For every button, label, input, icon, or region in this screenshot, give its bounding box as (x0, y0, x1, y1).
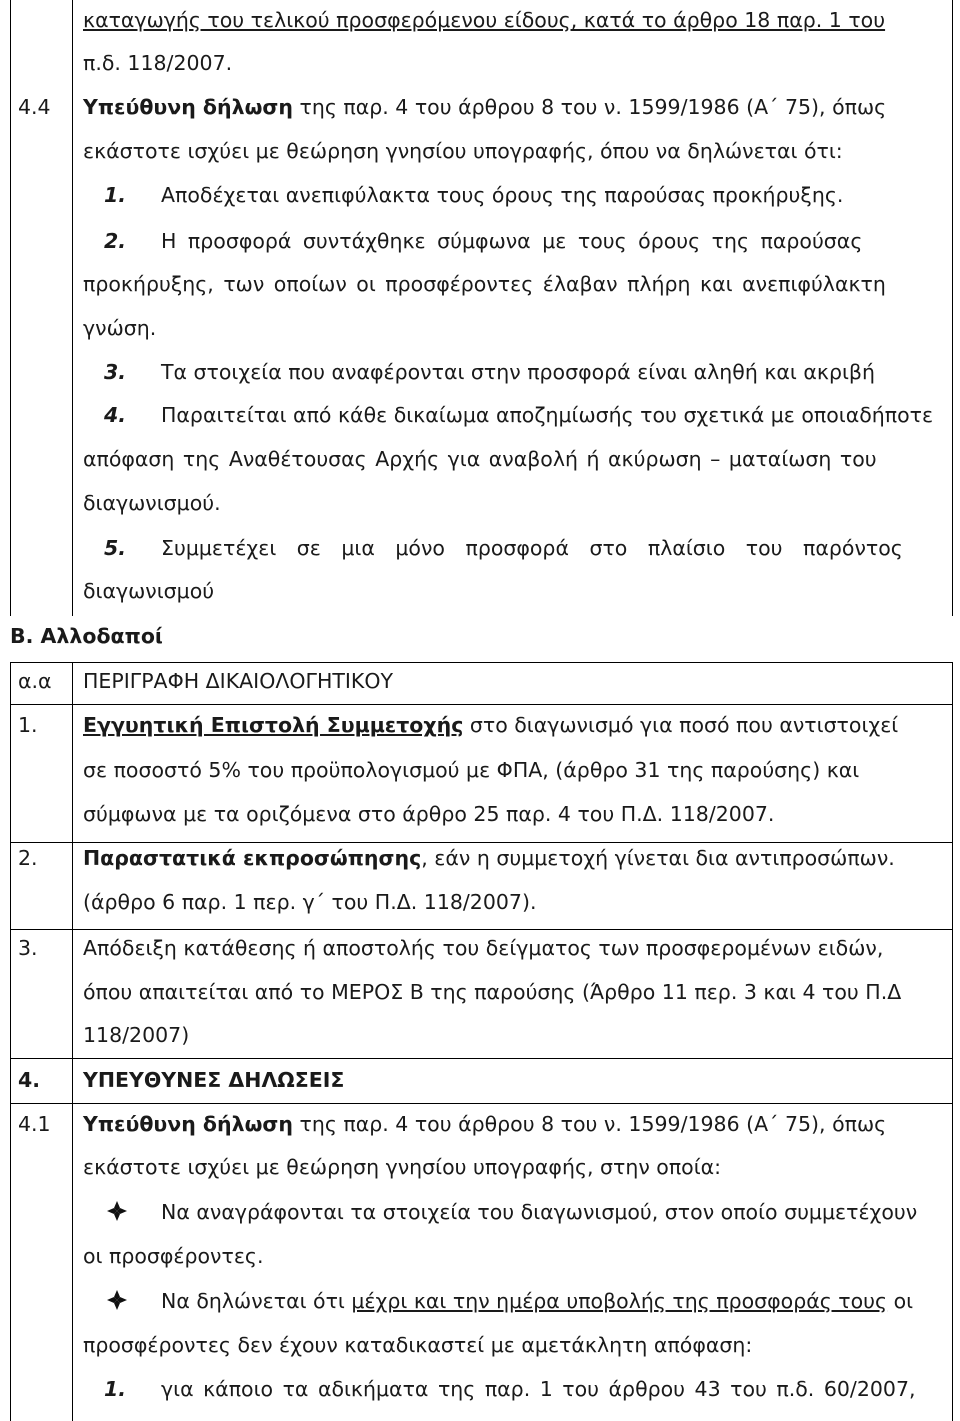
table-left-border (10, 0, 11, 616)
header-col-description: ΠΕΡΙΓΡΑΦΗ ΔΙΚΑΙΟΛΟΓΗΤΙΚΟΥ (83, 669, 394, 693)
row1-number: 1. (18, 713, 38, 737)
row1-rest: στο διαγωνισμό για ποσό που αντιστοιχεί (463, 713, 899, 737)
diamond-bullet-icon (106, 1200, 128, 1222)
table-col-divider (72, 0, 73, 616)
table2-left-border (10, 662, 11, 1421)
row41-bullet2-line1 (161, 1288, 913, 1314)
s44-item4-line3: διαγωνισμού. (83, 491, 221, 515)
row41-sub1-num: 1. (104, 1377, 127, 1401)
s44-item4-line1: Παραιτείται από κάθε δικαίωμα αποζημίωσής του σχετικά με οποιαδήποτε (161, 403, 934, 427)
s44-item2-line3: γνώση. (83, 316, 157, 340)
s44-item1-num: 1. (104, 183, 127, 207)
s44-item3-num: 3. (104, 360, 127, 384)
s44-item3-text: Τα στοιχεία που αναφέρονται στην προσφορά είναι αληθή και ακριβή (161, 360, 875, 384)
s44-rest: της παρ. 4 του άρθρου 8 του ν. 1599/1986 (Α΄ 75), όπως (292, 95, 887, 119)
row41-sub1-text: για κάποιο τα αδικήματα της παρ. 1 του άρθρου 43 του π.δ. 60/2007, (161, 1377, 916, 1401)
row1-line-2: σε ποσοστό 5% του προϋπολογισμού με ΦΠΑ, (άρθρο 31 της παρούσης) και (83, 758, 860, 782)
s44-item5-line2: διαγωνισμού (83, 579, 215, 603)
table-right-border (952, 0, 953, 616)
row2-bottom-line (10, 929, 953, 930)
row2-rest: , εάν η συμμετοχή γίνεται δια αντιπροσώπων. (421, 846, 895, 870)
row4-title: ΥΠΕΥΘΥΝΕΣ ΔΗΛΩΣΕΙΣ (83, 1068, 345, 1092)
row41-bullet2-underlined: μέχρι και την ημέρα υποβολής της προσφοράς τους (351, 1289, 888, 1313)
row1-bottom-line (10, 842, 953, 843)
table2-right-border (952, 662, 953, 1421)
section-b-title: Β. Αλλοδαποί (10, 624, 163, 648)
s44-item1-text: Αποδέχεται ανεπιφύλακτα τους όρους της παρούσας προκήρυξης. (161, 183, 844, 207)
row4-bottom-line (10, 1103, 953, 1104)
row3-line-2: όπου απαιτείται από το ΜΕΡΟΣ Β της παρούσης (Άρθρο 11 περ. 3 και 4 του Π.Δ (83, 980, 902, 1004)
row3-number: 3. (18, 936, 38, 960)
row4-number: 4. (18, 1068, 41, 1092)
header-bottom-line (10, 704, 953, 705)
s44-item2-num: 2. (104, 229, 127, 253)
row1-line-1 (83, 712, 898, 738)
row2-line-2: (άρθρο 6 παρ. 1 περ. γ΄ του Π.Δ. 118/2007). (83, 890, 537, 914)
s44-item5-num: 5. (104, 536, 127, 560)
s44-item4-num: 4. (104, 403, 127, 427)
s44-item5-line1: Συμμετέχει σε μια μόνο προσφορά στο πλαίσιο του παρόντος (161, 536, 903, 560)
row41-bold: Υπεύθυνη δήλωση (83, 1112, 293, 1136)
row41-bullet2-post: οι (887, 1289, 914, 1313)
s44-item2-line1: Η προσφορά συντάχθηκε σύμφωνα με τους όρους της παρούσας (161, 229, 863, 253)
row1-line-3: σύμφωνα με τα οριζόμενα στο άρθρο 25 παρ. 4 του Π.Δ. 118/2007. (83, 802, 775, 826)
row41-bullet2-pre: Να δηλώνεται ότι (161, 1289, 352, 1313)
s44-item4-line2: απόφαση της Αναθέτουσας Αρχής για αναβολή ή ακύρωση – ματαίωση του (83, 447, 877, 471)
row2-bold: Παραστατικά εκπροσώπησης (83, 846, 422, 870)
row2-line-1 (83, 845, 895, 871)
table2-col-divider (72, 662, 73, 1421)
row41-bullet1-line2: οι προσφέροντες. (83, 1244, 264, 1268)
row41-bullet2-line2: προσφέροντες δεν έχουν καταδικαστεί με αμετάκλητη απόφαση: (83, 1333, 753, 1357)
row41-bullet1-line1: Να αναγράφονται τα στοιχεία του διαγωνισμού, στον οποίο συμμετέχουν (161, 1200, 918, 1224)
s44-bold: Υπεύθυνη δήλωση (83, 95, 293, 119)
top-line-2: π.δ. 118/2007. (83, 51, 233, 75)
row3-bottom-line (10, 1058, 953, 1059)
s44-item2-line2: προκήρυξης, των οποίων οι προσφέροντες έλαβαν πλήρη και ανεπιφύλακτη (83, 272, 886, 296)
row1-bold: Εγγυητική Επιστολή Συμμετοχής (83, 713, 464, 737)
s44-number: 4.4 (18, 95, 51, 119)
diamond-bullet-icon (106, 1289, 128, 1311)
row2-number: 2. (18, 846, 38, 870)
header-top-line (10, 662, 953, 663)
row41-number: 4.1 (18, 1112, 51, 1136)
s44-line-2: εκάστοτε ισχύει με θεώρηση γνησίου υπογραφής, όπου να δηλώνεται ότι: (83, 139, 843, 163)
row41-line-1 (83, 1111, 886, 1137)
row41-line-2: εκάστοτε ισχύει με θεώρηση γνησίου υπογραφής, στην οποία: (83, 1155, 722, 1179)
row41-rest: της παρ. 4 του άρθρου 8 του ν. 1599/1986 (Α΄ 75), όπως (292, 1112, 887, 1136)
s44-line-1 (83, 94, 886, 120)
header-col-aa: α.α (18, 669, 52, 693)
row3-line-1: Απόδειξη κατάθεσης ή αποστολής του δείγματος των προσφερομένων ειδών, (83, 936, 884, 960)
row3-line-3: 118/2007) (83, 1023, 190, 1047)
top-line-1: καταγωγής του τελικού προσφερόμενου είδους, κατά το άρθρο 18 παρ. 1 του (83, 8, 886, 32)
